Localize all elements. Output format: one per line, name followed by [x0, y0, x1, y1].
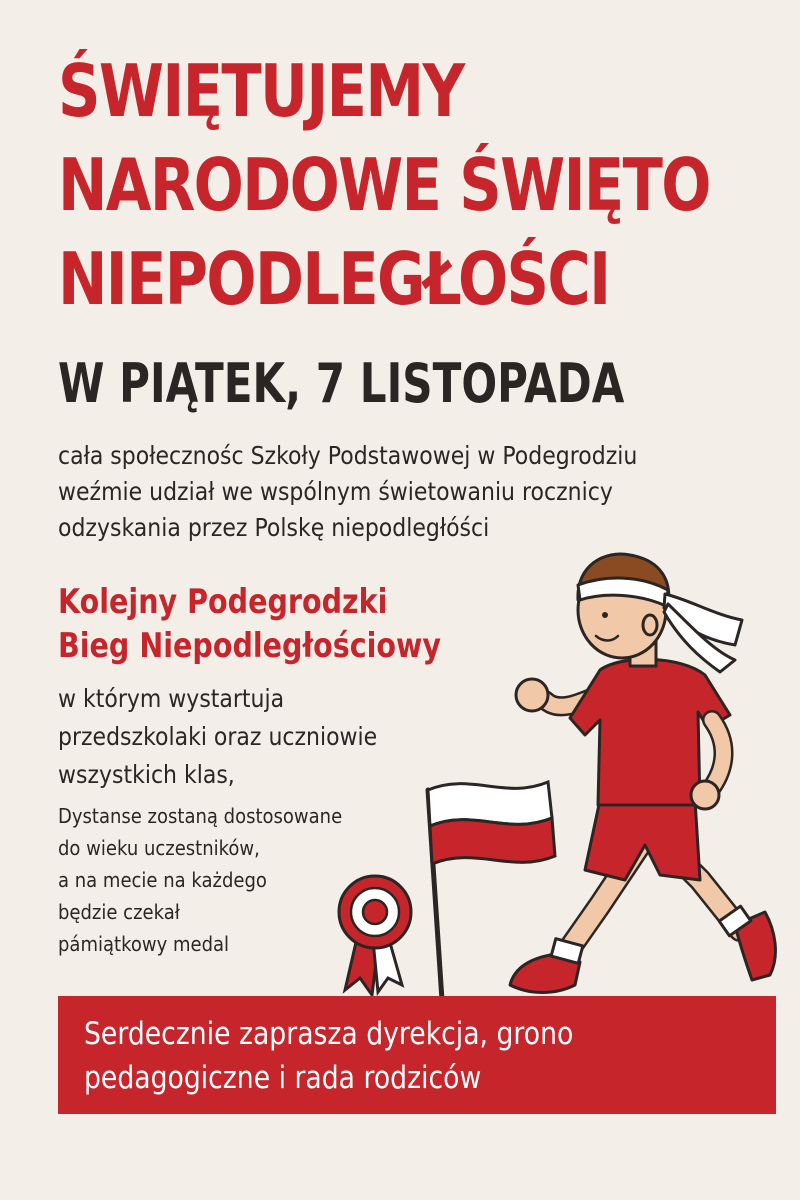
run-details-line: do wieku uczestników,: [58, 836, 260, 860]
intro-line: odzyskania przez Polskę niepodległóści: [58, 513, 490, 542]
run-title-line: Kolejny Podegrodzki: [58, 582, 388, 622]
rosette-icon: [339, 876, 411, 995]
headline-line: NIEPODLEGŁOŚCI: [58, 237, 610, 321]
run-details-line: pámiątkowy medal: [58, 932, 230, 956]
invitation-text: [84, 1012, 573, 1100]
runner-illustration: [510, 554, 775, 992]
run-description-line: wszystkich klas,: [58, 760, 235, 789]
headline-line: ŚWIĘTUJEMY: [58, 49, 464, 133]
run-description-line: przedszkolaki oraz uczniowie: [58, 722, 378, 751]
headline-line: NARODOWE ŚWIĘTO: [58, 143, 710, 227]
run-details-line: będzie czekał: [58, 900, 180, 924]
invitation-banner: [58, 996, 776, 1114]
run-description-line: w którym wystartuja: [58, 684, 285, 713]
event-date: W PIĄTEK, 7 LISTOPADA: [58, 352, 625, 415]
run-details-line: a na mecie na każdego: [58, 868, 267, 892]
invitation-line: pedagogiczne i rada rodziców: [84, 1060, 482, 1096]
run-details-line: Dystanse zostaną dostosowane: [58, 804, 343, 828]
run-title-line: Bieg Niepodległościowy: [58, 626, 442, 666]
intro-line: cała społecznośc Szkoły Podstawowej w Podegrodziu: [58, 441, 638, 470]
invitation-line: Serdecznie zaprasza dyrekcja, grono: [84, 1016, 574, 1052]
intro-line: weźmie udział we wspólnym świetowaniu rocznicy: [58, 477, 613, 506]
